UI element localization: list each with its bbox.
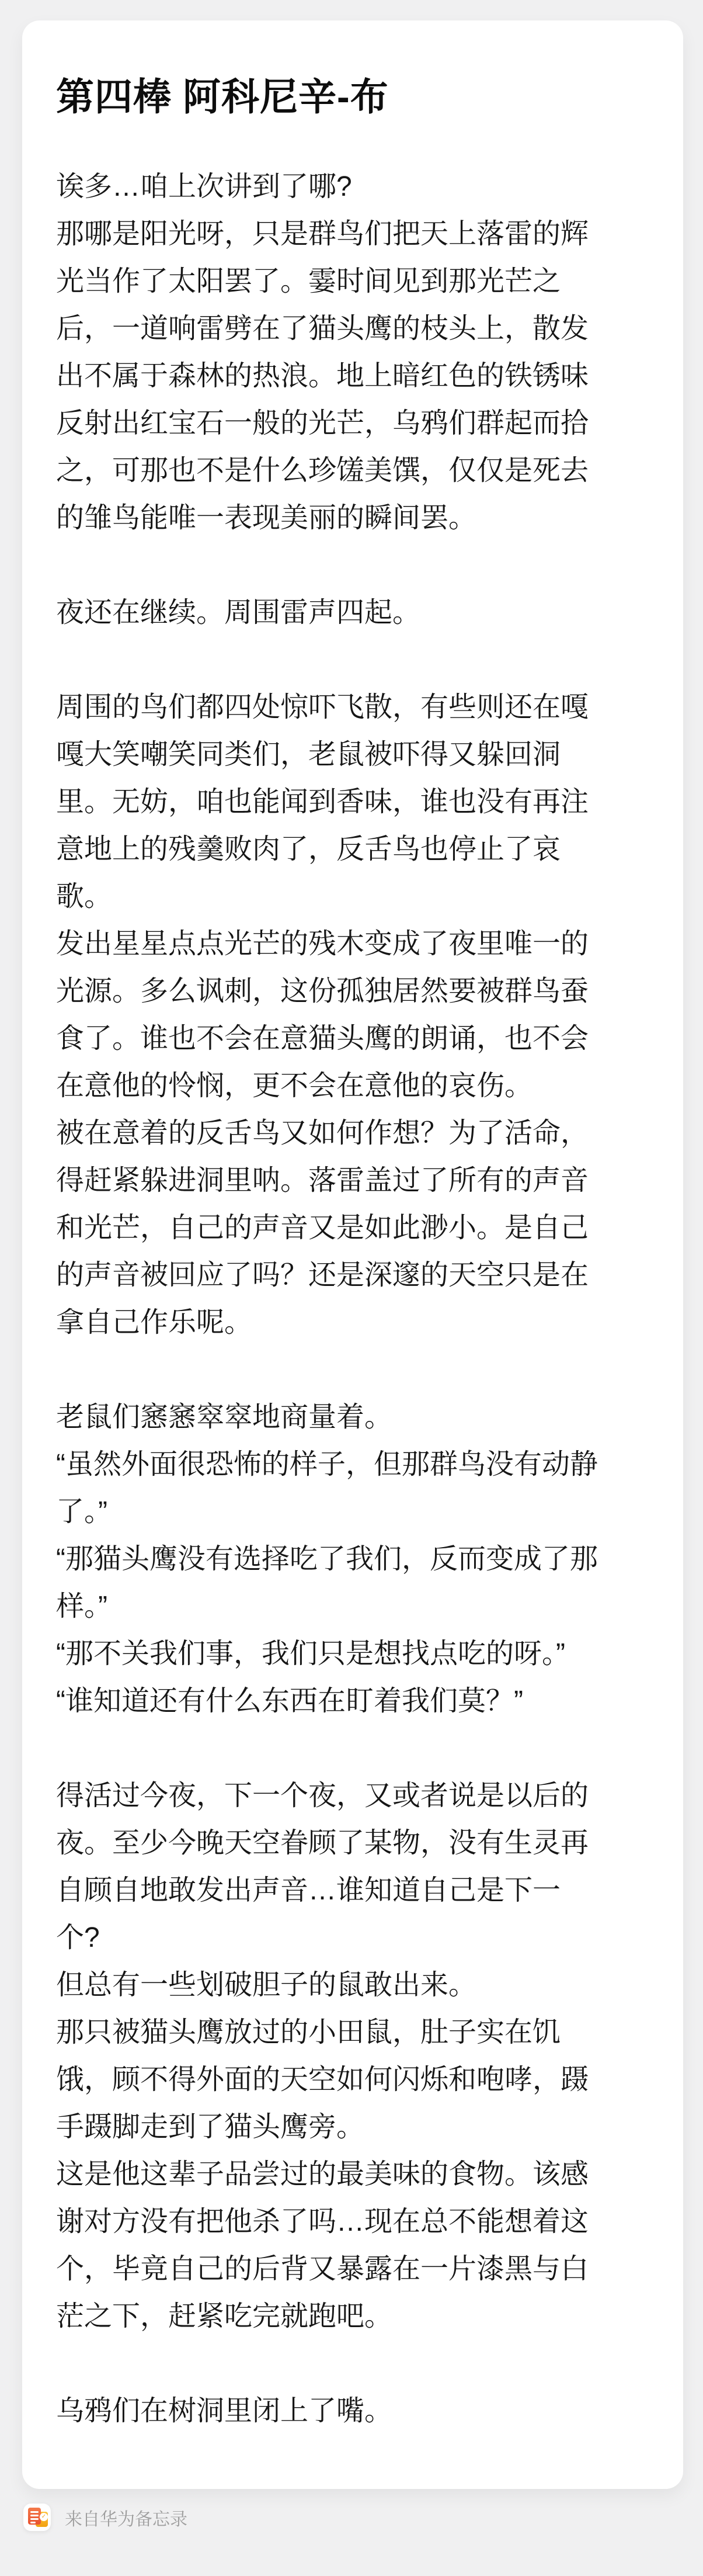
note-line: 得活过今夜，下一个夜，又或者说是以后的 <box>56 1780 589 1811</box>
note-title: 第四棒 阿科尼辛-布 <box>56 75 389 118</box>
note-line: 拿自己作乐呢。 <box>56 1307 253 1338</box>
note-line: “那不关我们事，我们只是想找点吃的呀。” <box>56 1638 565 1669</box>
note-line: 发出星星点点光芒的残木变成了夜里唯一的 <box>56 928 589 959</box>
note-line: 出不属于森林的热浪。地上暗红色的铁锈味 <box>56 360 589 391</box>
note-line: 手蹑脚走到了猫头鹰旁。 <box>56 2112 365 2142</box>
note-line <box>56 636 649 684</box>
note-line: 光源。多么讽刺，这份孤独居然要被群鸟蚕 <box>56 976 589 1007</box>
note-sheet-front-icon <box>28 2508 41 2525</box>
note-line <box>56 542 649 589</box>
note-line: 被在意着的反舌鸟又如何作想？为了活命， <box>56 1118 589 1149</box>
note-line: 但总有一些划破胆子的鼠敢出来。 <box>56 1970 477 2001</box>
note-line: 个，毕竟自己的后背又暴露在一片漆黑与白 <box>56 2253 589 2284</box>
note-card <box>22 20 683 2489</box>
note-line: 乌鸦们在树洞里闭上了嘴。 <box>56 2395 393 2426</box>
footer-attribution <box>23 2504 187 2531</box>
note-line: 得赶紧躲进洞里呐。落雷盖过了所有的声音 <box>56 1165 589 1196</box>
note-line: 食了。谁也不会在意猫头鹰的朗诵，也不会 <box>56 1023 589 1054</box>
note-line: 周围的鸟们都四处惊吓飞散，有些则还在嘎 <box>56 692 589 723</box>
note-line: 那哪是阳光呀，只是群鸟们把天上落雷的辉 <box>56 219 589 249</box>
note-line <box>56 2340 649 2387</box>
note-line: 自顾自地敢发出声音…谁知道自己是下一 <box>56 1875 561 1906</box>
note-line: 后，一道响雷劈在了猫头鹰的枝头上，散发 <box>56 313 589 344</box>
note-line: 这是他这辈子品尝过的最美味的食物。该感 <box>56 2159 589 2190</box>
note-line: 诶多…咱上次讲到了哪? <box>56 171 352 202</box>
note-line: 个? <box>56 1922 100 1953</box>
note-line: 嘎大笑嘲笑同类们，老鼠被吓得又躲回洞 <box>56 739 561 770</box>
check-icon: ✓ <box>40 2513 48 2521</box>
note-line: 老鼠们窸窸窣窣地商量着。 <box>56 1402 393 1433</box>
note-line <box>56 1346 649 1393</box>
note-line: 里。无妨，咱也能闻到香味，谁也没有再注 <box>56 786 589 817</box>
note-line: “那猫头鹰没有选择吃了我们，反而变成了那 <box>56 1544 598 1575</box>
footer-source-label: 来自华为备忘录 <box>65 2509 187 2529</box>
note-line: 在意他的怜悯，更不会在意他的哀伤。 <box>56 1070 533 1101</box>
note-line: 了。” <box>56 1496 107 1527</box>
note-line: 夜。至少今晚天空眷顾了某物，没有生灵再 <box>56 1828 589 1859</box>
note-line: 光当作了太阳罢了。霎时间见到那光芒之 <box>56 266 561 297</box>
note-line: 的声音被回应了吗？还是深邃的天空只是在 <box>56 1260 589 1291</box>
note-line: “虽然外面很恐怖的样子，但那群鸟没有动静 <box>56 1449 598 1480</box>
note-line: 茫之下，赶紧吃完就跑吧。 <box>56 2301 393 2332</box>
note-line: 反射出红宝石一般的光芒，乌鸦们群起而拾 <box>56 408 589 439</box>
note-line: 样。” <box>56 1591 107 1622</box>
note-line: 意地上的残羹败肉了，反舌鸟也停止了哀 <box>56 834 561 865</box>
note-line: 之，可那也不是什么珍馐美馔，仅仅是死去 <box>56 455 589 486</box>
note-line: 夜还在继续。周围雷声四起。 <box>56 597 421 628</box>
note-body <box>56 163 649 2435</box>
note-line: 谢对方没有把他杀了吗…现在总不能想着这 <box>56 2206 589 2237</box>
note-line <box>56 1725 649 1772</box>
huawei-notes-app-icon <box>23 2504 51 2531</box>
note-line: 歌。 <box>56 881 113 912</box>
note-line: 和光芒，自己的声音又是如此渺小。是自己 <box>56 1212 589 1243</box>
note-line: 饿，顾不得外面的天空如何闪烁和咆哮，蹑 <box>56 2064 589 2095</box>
note-line: 的雏鸟能唯一表现美丽的瞬间罢。 <box>56 502 477 533</box>
note-line: “谁知道还有什么东西在盯着我们莫？” <box>56 1686 523 1717</box>
note-line: 那只被猫头鹰放过的小田鼠，肚子实在饥 <box>56 2017 561 2048</box>
